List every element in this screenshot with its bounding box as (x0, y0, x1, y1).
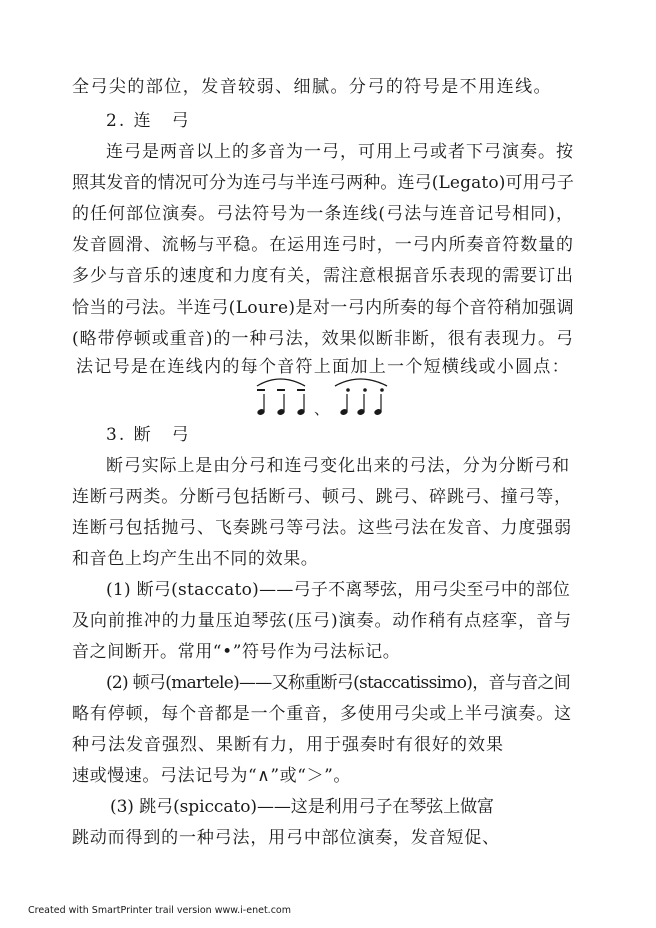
notation-separator: 、 (314, 400, 330, 418)
text-line: 种弓法发音强烈、果断有力，用于强奏时有很好的效果 (72, 735, 504, 755)
text-line: 音之间断开。常用“•”符号作为弓法标记。 (72, 642, 401, 662)
text-line: 速或慢速。弓法记号为“∧”或“＞”。 (72, 766, 352, 786)
text-line: 和音色上均产生出不同的效果。 (72, 549, 319, 569)
text-line: 略有停顿，每个音都是一个重音，多使用弓尖或上半弓演奏。这 (72, 704, 572, 724)
staccato-dot (363, 388, 367, 392)
text-line: (略带停顿或重音)的一种弓法，效果似断非断，很有表现力。弓 (72, 329, 574, 349)
text-line: (2) 顿弓(martele)——又称重断弓(staccatissimo)，音与音之间 (106, 673, 570, 693)
bowing-notation-figure (250, 372, 400, 418)
text-line: 全弓尖的部位，发音较弱、细腻。分弓的符号是不用连线。 (72, 77, 552, 97)
text-line: 及向前推冲的力量压迫琴弦(压弓)演奏。动作稍有点痉挛，音与 (72, 611, 572, 631)
text-line: (3) 跳弓(spiccato)——这是利用弓子在琴弦上做富 (110, 797, 494, 817)
text-line: (1) 断弓(staccato)——弓子不离琴弦，用弓尖至弓中的部位 (106, 580, 570, 600)
staccato-dot (380, 388, 384, 392)
text-line: 断弓实际上是由分弓和连弓变化出来的弓法，分为分断弓和 (106, 456, 570, 476)
section-heading-legato: 2. 连 弓 (106, 111, 191, 131)
section-heading-detache: 3. 断 弓 (106, 425, 191, 445)
text-line: 的任何部位演奏。弓法符号为一条连线(弓法与连音记号相同)， (72, 204, 574, 224)
slur-arc (335, 379, 387, 386)
text-line: 连断弓包括抛弓、飞奏跳弓等弓法。这些弓法在发音、力度强弱 (72, 518, 572, 538)
staccato-dot (346, 388, 350, 392)
text-line: 连弓是两音以上的多音为一弓，可用上弓或者下弓演奏。按 (106, 142, 574, 162)
text-line: 连断弓两类。分断弓包括断弓、顿弓、跳弓、碎跳弓、撞弓等， (72, 487, 572, 507)
software-watermark-footer: Created with SmartPrinter trail version www.i-enet.com (28, 905, 291, 916)
text-line: 发音圆滑、流畅与平稳。在运用连弓时，一弓内所奏音符数量的 (72, 235, 574, 255)
text-line: 恰当的弓法。半连弓(Loure)是对一弓内所奏的每个音符稍加强调 (72, 298, 574, 318)
text-line: 多少与音乐的速度和力度有关，需注意根据音乐表现的需要订出 (72, 266, 574, 286)
slur-arc (257, 379, 305, 386)
text-line: 跳动而得到的一种弓法，用弓中部位演奏，发音短促、 (72, 828, 500, 848)
text-line: 法记号是在连线内的每个音符上面加上一个短横线或小圆点： (76, 357, 570, 377)
text-line: 照其发音的情况可分为连弓与半连弓两种。连弓(Legato)可用弓子 (72, 173, 574, 193)
